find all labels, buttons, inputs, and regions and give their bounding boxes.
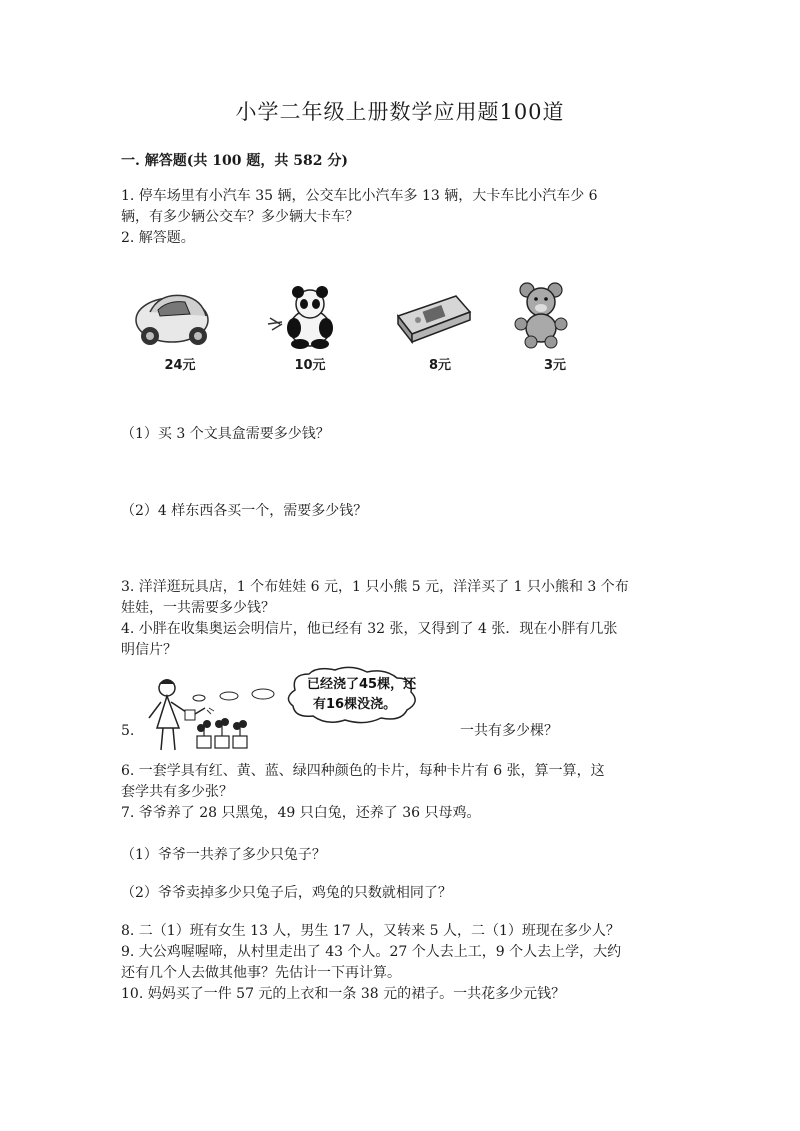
question-9-line1: 9. 大公鸡喔喔啼，从村里走出了 43 个人。27 个人去上工，9 个人去上学，大约 (121, 944, 622, 960)
watering-illustration (145, 666, 465, 758)
question-2: 2. 解答题。 (121, 230, 195, 246)
girl-watering-icon (145, 666, 465, 758)
item-pencil-box (390, 282, 490, 377)
pencil-box-icon (390, 282, 480, 352)
item-car (130, 282, 230, 377)
item-teddy-bear-price: 3元 (543, 358, 567, 373)
question-3-line2: 娃娃，一共需要多少钱？ (121, 600, 275, 616)
question-9-line2: 还有几个人去做其他事？先估计一下再计算。 (121, 965, 401, 981)
question-6 (121, 761, 681, 803)
page-title: 小学二年级上册数学应用题100道 (235, 100, 565, 124)
question-7-sub1: （1）爷爷一共养了多少只兔子？ (121, 847, 326, 863)
question-4 (121, 619, 681, 661)
question-6-line2: 套学共有多少张？ (121, 784, 233, 800)
item-car-price: 24元 (164, 358, 196, 373)
question-1 (121, 186, 681, 228)
question-8: 8. 二（1）班有女生 13 人，男生 17 人，又转来 5 人，二（1）班现在多少人？ (121, 923, 620, 939)
question-6-line1: 6. 一套学具有红、黄、蓝、绿四种颜色的卡片，每种卡片有 6 张，算一算，这 (121, 763, 605, 779)
section-heading: 一. 解答题(共 100 题，共 582 分) (121, 153, 348, 169)
question-3 (121, 577, 681, 619)
question-5-number: 5. (121, 723, 135, 739)
question-1-line1: 1. 停车场里有小汽车 35 辆，公交车比小汽车多 13 辆，大卡车比小汽车少 6 (121, 188, 598, 204)
question-4-line2: 明信片？ (121, 642, 177, 658)
bubble-line2: 有16棵没浇。 (313, 697, 397, 712)
item-pencil-box-price: 8元 (428, 358, 452, 373)
teddy-bear-icon (505, 282, 595, 352)
price-items (130, 282, 590, 377)
question-7: 7. 爷爷养了 28 只黑兔，49 只白兔，还养了 36 只母鸡。 (121, 805, 481, 821)
toy-car-icon (130, 282, 220, 352)
item-panda-price: 10元 (294, 358, 326, 373)
question-1-line2: 辆，有多少辆公交车？多少辆大卡车？ (121, 209, 359, 225)
question-2-sub2: （2）4 样东西各买一个，需要多少钱？ (121, 503, 368, 519)
panda-icon (260, 282, 350, 352)
bubble-line1: 已经浇了45棵，还 (307, 677, 417, 692)
question-3-line1: 3. 洋洋逛玩具店，1 个布娃娃 6 元，1 只小熊 5 元，洋洋买了 1 只小熊和 3 个布 (121, 579, 629, 595)
question-10: 10. 妈妈买了一件 57 元的上衣和一条 38 元的裙子。一共花多少元钱？ (121, 986, 566, 1002)
question-4-line1: 4. 小胖在收集奥运会明信片，他已经有 32 张，又得到了 4 张．现在小胖有几张 (121, 621, 618, 637)
question-7-sub2: （2）爷爷卖掉多少只兔子后，鸡兔的只数就相同了？ (121, 885, 452, 901)
question-2-sub1: （1）买 3 个文具盒需要多少钱？ (121, 426, 330, 442)
question-5-text: 一共有多少棵？ (460, 723, 558, 739)
item-teddy-bear (505, 282, 605, 377)
item-panda (260, 282, 360, 377)
question-9 (121, 942, 681, 984)
